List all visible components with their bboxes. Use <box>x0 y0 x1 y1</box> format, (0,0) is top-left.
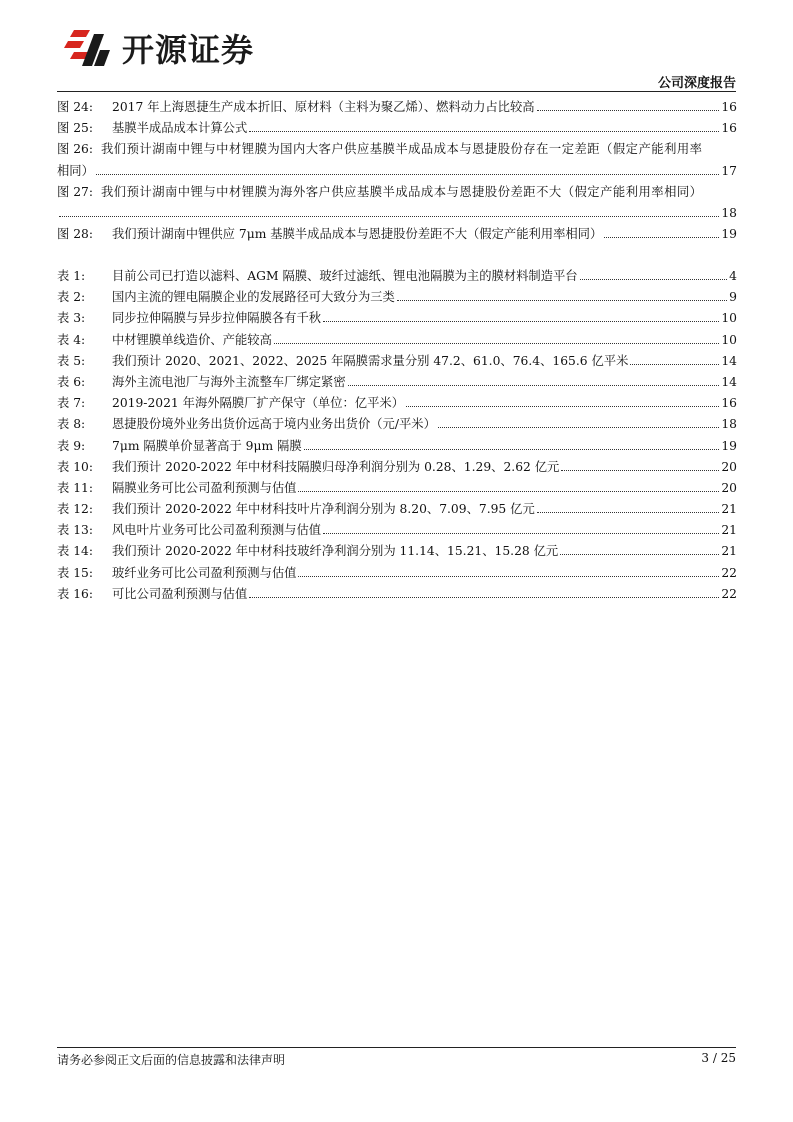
toc-entry-table-7[interactable] <box>57 393 737 414</box>
toc-page: 18 <box>721 205 737 220</box>
leader-dots <box>298 576 719 577</box>
page-header <box>0 0 793 100</box>
toc-title: 我们预计 2020-2022 年中材科技叶片净利润分别为 8.20、7.09、7.95 亿元 <box>112 502 535 517</box>
toc-label: 表 11: <box>57 480 93 495</box>
toc-page: 10 <box>721 332 737 347</box>
leader-dots <box>323 321 719 322</box>
toc-title: 基膜半成品成本计算公式 <box>112 121 248 136</box>
footer-divider <box>57 1047 736 1048</box>
toc-page: 22 <box>721 565 737 580</box>
toc-entry-figure-26[interactable] <box>57 139 737 181</box>
toc-label: 表 5: <box>57 353 86 368</box>
toc-title: 我们预计 2020、2021、2022、2025 年隔膜需求量分别 47.2、61.0、76.4、165.6 亿平米 <box>112 353 629 368</box>
toc-page: 19 <box>721 438 737 453</box>
toc-label: 表 16: <box>57 586 93 601</box>
toc-entry-table-13[interactable] <box>57 520 737 541</box>
toc-label: 表 6: <box>57 374 86 389</box>
toc-page: 10 <box>721 311 737 326</box>
toc-entry-table-3[interactable] <box>57 308 737 329</box>
toc-entry-table-16[interactable] <box>57 584 737 605</box>
leader-dots <box>560 554 719 555</box>
toc-label: 图 25: <box>57 121 93 136</box>
toc-entry-table-2[interactable] <box>57 287 737 308</box>
toc-label: 表 8: <box>57 417 86 432</box>
toc-label: 表 10: <box>57 459 93 474</box>
toc-page: 4 <box>729 269 737 283</box>
toc-title: 2017 年上海恩捷生产成本折旧、原材料（主料为聚乙烯）、燃料动力占比较高 <box>112 100 535 114</box>
toc-page: 16 <box>721 121 737 136</box>
toc-entry-table-15[interactable] <box>57 563 737 584</box>
toc-page: 20 <box>721 459 737 474</box>
toc-label: 表 2: <box>57 290 86 305</box>
leader-dots <box>249 131 719 132</box>
footer-disclaimer: 请务必参阅正文后面的信息披露和法律声明 <box>57 1053 286 1067</box>
table-index <box>57 266 737 605</box>
toc-title: 同步拉伸隔膜与异步拉伸隔膜各有千秋 <box>112 311 322 326</box>
toc-label: 图 27: <box>57 184 93 199</box>
toc-label: 表 13: <box>57 523 93 538</box>
toc-title: 玻纤业务可比公司盈利预测与估值 <box>112 565 297 580</box>
toc-page: 19 <box>721 227 737 242</box>
toc-label: 表 15: <box>57 565 93 580</box>
toc-title: 海外主流电池厂与海外主流整车厂绑定紧密 <box>112 374 346 389</box>
toc-entry-table-4[interactable] <box>57 330 737 351</box>
leader-dots <box>537 512 720 513</box>
toc-title: 7μm 隔膜单价显著高于 9μm 隔膜 <box>112 438 302 453</box>
toc-entry-table-8[interactable] <box>57 414 737 435</box>
toc-page: 21 <box>721 502 737 517</box>
toc-entry-table-6[interactable] <box>57 372 737 393</box>
leader-dots <box>323 533 719 534</box>
toc-entry-figure-28[interactable] <box>57 224 737 245</box>
header-divider <box>57 91 736 92</box>
figure-index <box>57 97 737 245</box>
toc-title: 风电叶片业务可比公司盈利预测与估值 <box>112 523 322 538</box>
toc-title: 我们预计湖南中锂与中材锂膜为国内大客户供应基膜半成品成本与恩捷股份存在一定差距（假定产能利用率 <box>101 142 703 157</box>
leader-dots <box>561 470 719 471</box>
toc-title-continued: 相同） <box>57 163 94 178</box>
toc-title: 可比公司盈利预测与估值 <box>112 586 248 601</box>
leader-dots <box>604 237 719 238</box>
toc-page: 21 <box>721 544 737 559</box>
toc-label: 图 24: <box>57 100 93 114</box>
toc-title: 我们预计湖南中锂与中材锂膜为海外客户供应基膜半成品成本与恩捷股份差距不大（假定产能利用率相同） <box>101 184 703 199</box>
toc-page: 14 <box>721 374 737 389</box>
toc-title: 2019-2021 年海外隔膜厂扩产保守（单位：亿平米） <box>112 396 404 411</box>
leader-dots <box>249 597 719 598</box>
toc-entry-table-12[interactable] <box>57 499 737 520</box>
report-type-label: 公司深度报告 <box>657 76 736 91</box>
toc-label: 表 12: <box>57 502 93 517</box>
toc-page: 16 <box>721 396 737 411</box>
leader-dots <box>406 406 719 407</box>
toc-entry-table-11[interactable] <box>57 478 737 499</box>
toc-label: 图 28: <box>57 227 93 242</box>
kaiyuan-logo-icon <box>60 26 116 70</box>
toc-title: 隔膜业务可比公司盈利预测与估值 <box>112 480 297 495</box>
toc-page: 18 <box>721 417 737 432</box>
toc-entry-table-14[interactable] <box>57 541 737 562</box>
toc-entry-figure-24[interactable] <box>57 97 737 118</box>
leader-dots <box>348 385 720 386</box>
toc-label: 表 4: <box>57 332 86 347</box>
leader-dots <box>274 343 719 344</box>
leader-dots <box>438 427 719 428</box>
toc-entry-figure-25[interactable] <box>57 118 737 139</box>
toc-page: 17 <box>721 163 737 178</box>
leader-dots <box>59 216 719 217</box>
toc-page: 21 <box>721 523 737 538</box>
toc-label: 表 14: <box>57 544 93 559</box>
leader-dots <box>96 174 719 175</box>
toc-title: 恩捷股份境外业务出货价远高于境内业务出货价（元/平米） <box>112 417 436 432</box>
leader-dots <box>397 300 727 301</box>
toc-label: 表 7: <box>57 396 86 411</box>
toc-page: 22 <box>721 586 737 601</box>
toc-label: 表 3: <box>57 311 86 326</box>
toc-title: 国内主流的锂电隔膜企业的发展路径可大致分为三类 <box>112 290 395 305</box>
leader-dots <box>304 449 720 450</box>
toc-label: 表 9: <box>57 438 86 453</box>
toc-page: 16 <box>721 100 737 114</box>
leader-dots <box>537 110 720 111</box>
brand-logo <box>60 24 254 72</box>
toc-title: 我们预计湖南中锂供应 7μm 基膜半成品成本与恩捷股份差距不大（假定产能利用率相同） <box>112 227 603 242</box>
toc-entry-figure-27[interactable] <box>57 182 737 224</box>
toc-entry-table-9[interactable] <box>57 436 737 457</box>
toc-label: 图 26: <box>57 142 93 157</box>
leader-dots <box>580 279 728 280</box>
page-number: 3 / 25 <box>701 1051 736 1065</box>
toc-title: 我们预计 2020-2022 年中材科技隔膜归母净利润分别为 0.28、1.29、2.62 亿元 <box>112 459 560 474</box>
toc-entry-table-5[interactable] <box>57 351 737 372</box>
leader-dots <box>630 364 719 365</box>
brand-name: 开源证券 <box>122 31 255 69</box>
toc-title: 我们预计 2020-2022 年中材科技玻纤净利润分别为 11.14、15.21、15.28 亿元 <box>112 544 559 559</box>
leader-dots <box>298 491 719 492</box>
toc-page: 14 <box>721 353 737 368</box>
toc-page: 20 <box>721 480 737 495</box>
toc-title: 目前公司已打造以滤料、AGM 隔膜、玻纤过滤纸、锂电池隔膜为主的膜材料制造平台 <box>112 269 578 283</box>
toc-page: 9 <box>729 290 737 305</box>
toc-title: 中材锂膜单线造价、产能较高 <box>112 332 272 347</box>
toc-entry-table-1[interactable] <box>57 266 737 287</box>
toc-label: 表 1: <box>57 269 86 283</box>
toc-entry-table-10[interactable] <box>57 457 737 478</box>
